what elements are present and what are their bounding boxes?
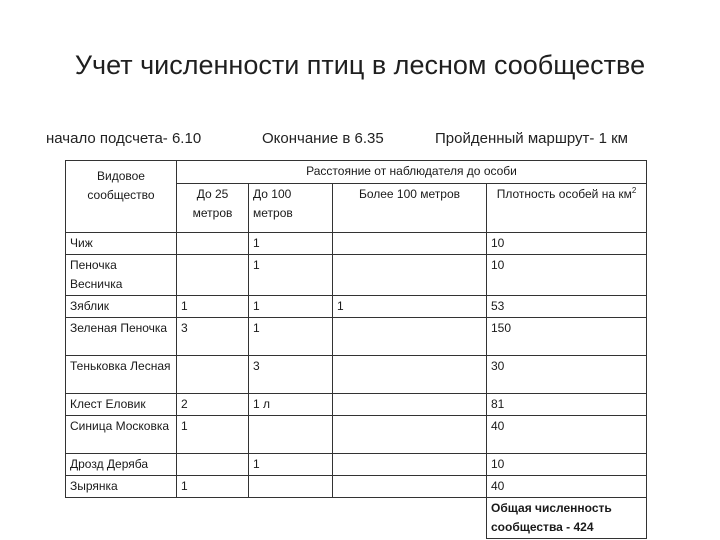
table-row xyxy=(66,356,647,394)
count-upto-100 xyxy=(249,416,333,454)
count-upto-25 xyxy=(177,233,249,255)
species-name: Теньковка Лесная xyxy=(66,356,177,394)
count-upto-100 xyxy=(249,476,333,498)
density-value: 40 xyxy=(487,476,647,498)
count-over-100 xyxy=(333,255,487,296)
header-density-sup: 2 xyxy=(631,186,637,195)
header-density-text: Плотность особей на км xyxy=(496,187,632,201)
count-upto-100: 1 xyxy=(249,296,333,318)
count-over-100 xyxy=(333,454,487,476)
table-row xyxy=(66,476,647,498)
header-row-1 xyxy=(66,161,647,184)
species-name: Дрозд Деряба xyxy=(66,454,177,476)
species-name: Зяблик xyxy=(66,296,177,318)
count-over-100 xyxy=(333,394,487,416)
count-upto-100: 1 xyxy=(249,454,333,476)
count-upto-100: 1 xyxy=(249,255,333,296)
page-title: Учет численности птиц в лесном сообществе xyxy=(74,50,646,80)
density-value: 53 xyxy=(487,296,647,318)
count-upto-25 xyxy=(177,356,249,394)
density-value: 40 xyxy=(487,416,647,454)
table-row xyxy=(66,318,647,356)
header-upto-25: До 25 метров xyxy=(177,184,249,233)
header-community: Видовое сообщество xyxy=(66,161,177,233)
table-row xyxy=(66,394,647,416)
bird-count-table xyxy=(65,160,647,539)
header-over-100: Более 100 метров xyxy=(333,184,487,233)
route-length: Пройденный маршрут- 1 км xyxy=(435,130,628,147)
species-name: Чиж xyxy=(66,233,177,255)
count-upto-25: 1 xyxy=(177,476,249,498)
table-row xyxy=(66,255,647,296)
count-over-100 xyxy=(333,476,487,498)
total-spacer xyxy=(66,498,487,539)
count-upto-100: 1 xyxy=(249,318,333,356)
species-name: Синица Московка xyxy=(66,416,177,454)
table-row xyxy=(66,416,647,454)
header-upto-100: До 100 метров xyxy=(249,184,333,233)
density-value: 150 xyxy=(487,318,647,356)
count-upto-25 xyxy=(177,255,249,296)
density-value: 10 xyxy=(487,233,647,255)
species-name: Зырянка xyxy=(66,476,177,498)
density-value: 81 xyxy=(487,394,647,416)
count-upto-25 xyxy=(177,454,249,476)
header-distance: Расстояние от наблюдателя до особи xyxy=(177,161,647,184)
total-count: Общая численность сообщества - 424 xyxy=(487,498,647,539)
table-row xyxy=(66,454,647,476)
header-density xyxy=(487,184,647,233)
count-over-100 xyxy=(333,356,487,394)
species-name: Зеленая Пеночка xyxy=(66,318,177,356)
end-time: Окончание в 6.35 xyxy=(262,130,384,147)
count-upto-25: 1 xyxy=(177,296,249,318)
table-row xyxy=(66,233,647,255)
count-upto-25: 1 xyxy=(177,416,249,454)
count-over-100: 1 xyxy=(333,296,487,318)
count-over-100 xyxy=(333,416,487,454)
species-name: Пеночка Весничка xyxy=(66,255,177,296)
start-time: начало подсчета- 6.10 xyxy=(46,130,202,147)
count-over-100 xyxy=(333,318,487,356)
table-row xyxy=(66,296,647,318)
count-upto-100: 1 xyxy=(249,233,333,255)
density-value: 30 xyxy=(487,356,647,394)
count-upto-25: 2 xyxy=(177,394,249,416)
count-over-100 xyxy=(333,233,487,255)
total-row xyxy=(66,498,647,539)
count-upto-100: 1 л xyxy=(249,394,333,416)
count-upto-100: 3 xyxy=(249,356,333,394)
count-upto-25: 3 xyxy=(177,318,249,356)
density-value: 10 xyxy=(487,255,647,296)
density-value: 10 xyxy=(487,454,647,476)
species-name: Клест Еловик xyxy=(66,394,177,416)
